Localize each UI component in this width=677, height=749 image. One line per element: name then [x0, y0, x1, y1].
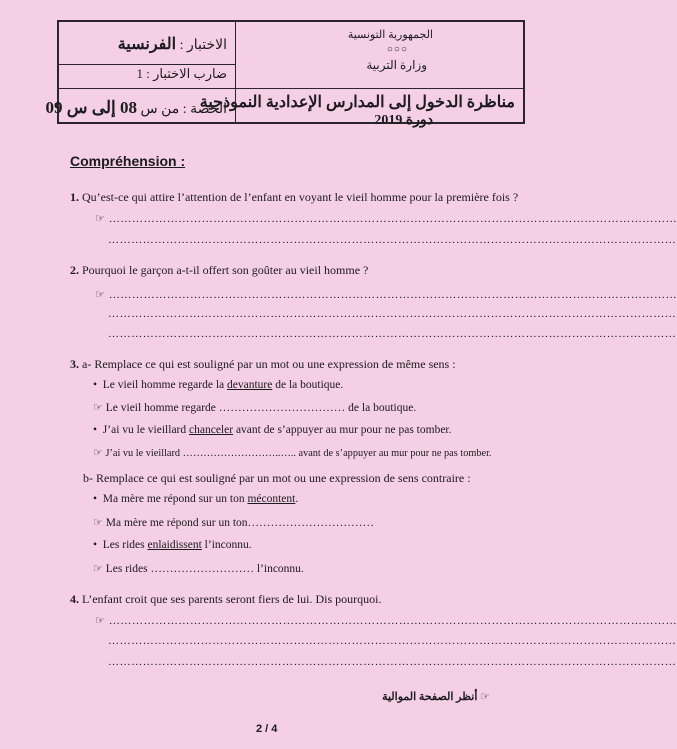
- hand-pointer-icon: ☞: [93, 446, 103, 459]
- answer-line[interactable]: …………………………………………………………………………………………………………………………………: [108, 635, 677, 647]
- example-sentence: • Les rides enlaidissent l’inconnu.: [93, 539, 252, 551]
- hand-pointer-icon: ☞: [95, 288, 106, 301]
- answer-line[interactable]: …………………………………………………………………………………………………………………………………: [108, 234, 677, 246]
- hand-pointer-icon: ☞: [93, 401, 103, 414]
- example-sentence: • Ma mère me répond sur un ton mécontent.: [93, 493, 299, 505]
- session-time: الحصة : من س 08 إلى س 09: [45, 98, 227, 117]
- answer-line[interactable]: …………………………………………………………………………………………………………………………………: [108, 328, 677, 340]
- ministry-label: وزارة التربية: [366, 58, 427, 72]
- answer-sentence[interactable]: ☞ Les rides ……………………… l’inconnu.: [93, 562, 304, 575]
- page-number: 2 / 4: [256, 723, 278, 735]
- exam-coefficient: ضارب الاختبار : 1: [136, 66, 227, 81]
- example-sentence: • Le vieil homme regarde la devanture de la boutique.: [93, 379, 344, 391]
- answer-sentence[interactable]: ☞ Le vieil homme regarde …………………………… de la boutique.: [93, 401, 417, 414]
- bullet-icon: •: [93, 493, 98, 505]
- question-1: 1. Qu’est-ce qui attire l’attention de l’enfant en voyant le vieil homme pour la première fois ?: [70, 190, 519, 204]
- question-3b: b- Remplace ce qui est souligné par un mot ou une expression de sens contraire :: [83, 471, 471, 485]
- answer-sentence[interactable]: ☞ J’ai vu le vieillard ………………………..….. avant de s’appuyer au mur pour ne pas tomber.: [93, 446, 492, 459]
- answer-line[interactable]: …………………………………………………………………………………………………………………………………: [108, 308, 677, 320]
- section-title: Compréhension :: [70, 153, 186, 169]
- contest-year: دورة 2019: [374, 113, 433, 128]
- exam-header: [45, 20, 525, 128]
- answer-line[interactable]: ☞ …………………………………………………………………………………………………………………………………: [95, 288, 677, 301]
- next-page-note: ☞ أنظر الصفحة الموالية: [382, 690, 490, 703]
- header-symbol: ○○○: [386, 44, 408, 55]
- question-2: 2. Pourquoi le garçon a-t-il offert son goûter au vieil homme ?: [70, 263, 369, 277]
- answer-line[interactable]: …………………………………………………………………………………………………………………………………: [108, 656, 677, 668]
- answer-line[interactable]: ☞ …………………………………………………………………………………………………………………………………: [95, 212, 677, 225]
- bullet-icon: •: [93, 539, 98, 551]
- hand-pointer-icon: ☞: [95, 212, 106, 225]
- hand-pointer-icon: ☞: [95, 614, 106, 627]
- exam-subject: الاختبار : الفرنسية: [117, 36, 227, 53]
- question-3a: 3. a- Remplace ce qui est souligné par un mot ou une expression de même sens :: [70, 357, 456, 371]
- header-divider: [59, 88, 523, 89]
- contest-title: مناظرة الدخول إلى المدارس الإعدادية النموذجية: [199, 94, 515, 111]
- example-sentence: • J’ai vu le vieillard chanceler avant de s’appuyer au mur pour ne pas tomber.: [93, 424, 452, 436]
- header-divider: [59, 64, 235, 65]
- republic-label: الجمهورية التونسية: [347, 29, 433, 41]
- answer-sentence[interactable]: ☞ Ma mère me répond sur un ton……………………………: [93, 516, 375, 529]
- bullet-icon: •: [93, 424, 98, 436]
- bullet-icon: •: [93, 379, 98, 391]
- hand-pointer-icon: ☞: [93, 562, 103, 575]
- hand-pointer-icon: ☞: [480, 690, 490, 703]
- question-4: 4. L’enfant croit que ses parents seront fiers de lui. Dis pourquoi.: [70, 592, 382, 606]
- hand-pointer-icon: ☞: [93, 516, 103, 529]
- answer-line[interactable]: ☞ …………………………………………………………………………………………………………………………………: [95, 614, 677, 627]
